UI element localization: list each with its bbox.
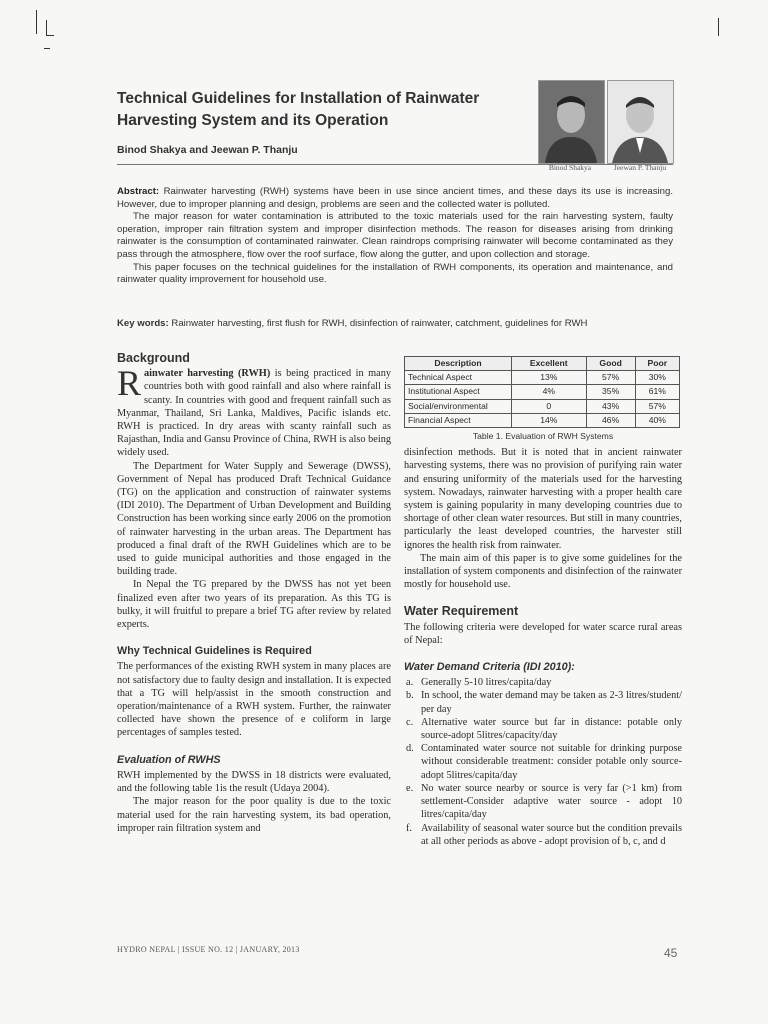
- evaluation-heading: Evaluation of RWHS: [117, 753, 221, 766]
- list-item: b. In school, the water demand may be taken as 2-3 litres/student/ per day: [406, 690, 682, 715]
- table-row: Financial Aspect 14% 46% 40%: [405, 413, 680, 427]
- table-row: Social/environmental 0 43% 57%: [405, 399, 680, 413]
- crop-mark: [36, 10, 37, 34]
- keywords-text: Rainwater harvesting, first flush for RWH, disinfection of rainwater, catchment, guidelines for RWH: [171, 318, 588, 329]
- photo-caption-thanju: Jeewan P. Thanju: [613, 163, 667, 172]
- list-item: e. No water source nearby or source is very far (>1 km) from settlement-Consider adaptive water source - adopt 10 litres/capita/day: [406, 782, 682, 821]
- photo-caption-shakya: Binod Shakya: [548, 163, 592, 172]
- table-header: Excellent: [512, 357, 587, 371]
- list-item: f. Availability of seasonal water source but the condition prevails at all other periods as above - adopt provision of b, c, and d: [406, 822, 682, 847]
- crop-mark: [46, 20, 47, 36]
- evaluation-table: [404, 356, 680, 428]
- keywords-label: Key words:: [117, 318, 169, 329]
- water-requirement-p1: The following criteria were developed for water scarce rural areas of Nepal:: [404, 621, 682, 646]
- table-header: Good: [586, 357, 635, 371]
- abstract-p2: The major reason for water contamination is attributed to the toxic materials used for the rain harvesting system, faulty operation, improper rain filtration system and improper disinfection methods. The reason for diseases arising from drinking rainwater is the consumption of contaminated rainwater. Clean raindrops comprising rainwater will become contaminated as they pass through the atmosphere, flow over the roof surface, flow along the gutter, and upon collection and storage.: [117, 211, 673, 260]
- evaluation-p2: The major reason for the poor quality is due to the toxic material used for the rain harvesting system, its bad operation, improper rain filtration system and: [117, 796, 391, 834]
- list-item: a. Generally 5-10 litres/capita/day: [406, 677, 552, 689]
- list-item: d. Contaminated water source not suitable for drinking purpose without considerable treatment: consider potable only source-adopt 5litres/capita/day: [406, 743, 682, 781]
- criteria-heading: Water Demand Criteria (IDI 2010):: [404, 661, 575, 674]
- why-heading: Why Technical Guidelines is Required: [117, 645, 312, 658]
- why-p1: The performances of the existing RWH system in many places are not satisfactory due to faulty design and installation. It is expected that a TG will help/assist in the smooth construction and operation/maintenance of a RWH system. Further, the rainwater collected have shown the presence of e coliform in large percentages of samples tested.: [117, 661, 391, 739]
- background-p1: Rainwater harvesting (RWH) is being practiced in many countries both with good rainfall and also where rainfall is scanty. In countries with good and frequent rainfall such as Myanmar, Thailand, Sri Lanka, Maldives, Pacific islands etc. RWH is practiced. In dry areas with scanty rainfall such as Rajasthan, India and Gansu Province of China, RWH is also being widely used.: [117, 363, 391, 459]
- journal-footer: HYDRO NEPAL | ISSUE NO. 12 | JANUARY, 2013: [117, 945, 300, 954]
- drop-cap: R: [117, 363, 142, 404]
- continued-p2: The main aim of this paper is to give some guidelines for the installation of system components and disinfection of the rainwater mostly for household use.: [404, 552, 682, 591]
- background-heading: Background: [117, 351, 190, 365]
- background-p2: The Department for Water Supply and Sewerage (DWSS), Government of Nepal has produced Draft Technical Guidance (TG) on the application and construction of rainwater systems (IDI 2010). The Department of Urban Development and Building Construction has been working since early 2006 on the promotion of rainwater harvesting in the urban areas. The Department has produced a final draft of the RWH Guidelines which are to be used to guide municipal authorities and those engaged in the building trade.: [117, 460, 391, 578]
- water-requirement-heading: Water Requirement: [404, 604, 519, 619]
- table-header: Description: [405, 357, 512, 371]
- criteria-list: [404, 676, 682, 848]
- author-photo-shakya: [538, 80, 605, 164]
- paper-authors: Binod Shakya and Jeewan P. Thanju: [117, 144, 298, 156]
- table-row: Technical Aspect 13% 57% 30%: [405, 371, 680, 385]
- evaluation-p1: RWH implemented by the DWSS in 18 districts were evaluated, and the following table 1is the result (Udaya 2004).: [117, 769, 391, 795]
- crop-mark: [44, 48, 50, 49]
- abstract-p1: Abstract: Rainwater harvesting (RWH) systems have been in use since ancient times, and these days its use is increasing. However, due to improper planning and design, problems are seen and the collected water is polluted.: [117, 186, 674, 210]
- background-p3: In Nepal the TG prepared by the DWSS has not yet been finalized even after two years of its preparation. As this TG is bulky, it will fruitful to prepare a brief TG after review by related experts.: [117, 579, 391, 631]
- table-row: Institutional Aspect 4% 35% 61%: [405, 385, 680, 399]
- abstract: [117, 186, 673, 287]
- abstract-label: Abstract:: [117, 186, 160, 197]
- continued-p1: disinfection methods. But it is noted that in ancient rainwater harvesting systems, there was no provision of purifying rain water and ensuring uniformity of the materials used for the harvesting system. Nowadays, rainwater harvesting with a proper health care system is gaining popularity in many developing countries due to shortage of other clean water resources. But still in many countries, particularly the least developed countries, the harvester still ignores the health risk from rainwater.: [404, 447, 682, 551]
- right-column: [404, 356, 682, 848]
- list-item: c. Alternative water source but far in distance: potable only source-adopt 5litres/capacity/day: [406, 716, 682, 742]
- page-number: 45: [664, 946, 678, 960]
- keywords: [117, 318, 673, 329]
- left-column: [117, 352, 391, 835]
- table-header: Poor: [635, 357, 679, 371]
- abstract-p3: This paper focuses on the technical guidelines for the installation of RWH components, its operation and maintenance, and rainwater quality improvement for household use.: [117, 261, 673, 286]
- crop-mark: [718, 18, 719, 36]
- table-caption: Table 1. Evaluation of RWH Systems: [472, 431, 614, 442]
- crop-mark: [46, 35, 54, 36]
- author-photo-thanju: [607, 80, 674, 164]
- table-header-row: [405, 357, 680, 371]
- paper-title: Technical Guidelines for Installation of Rainwater Harvesting System and its Operation: [117, 90, 480, 129]
